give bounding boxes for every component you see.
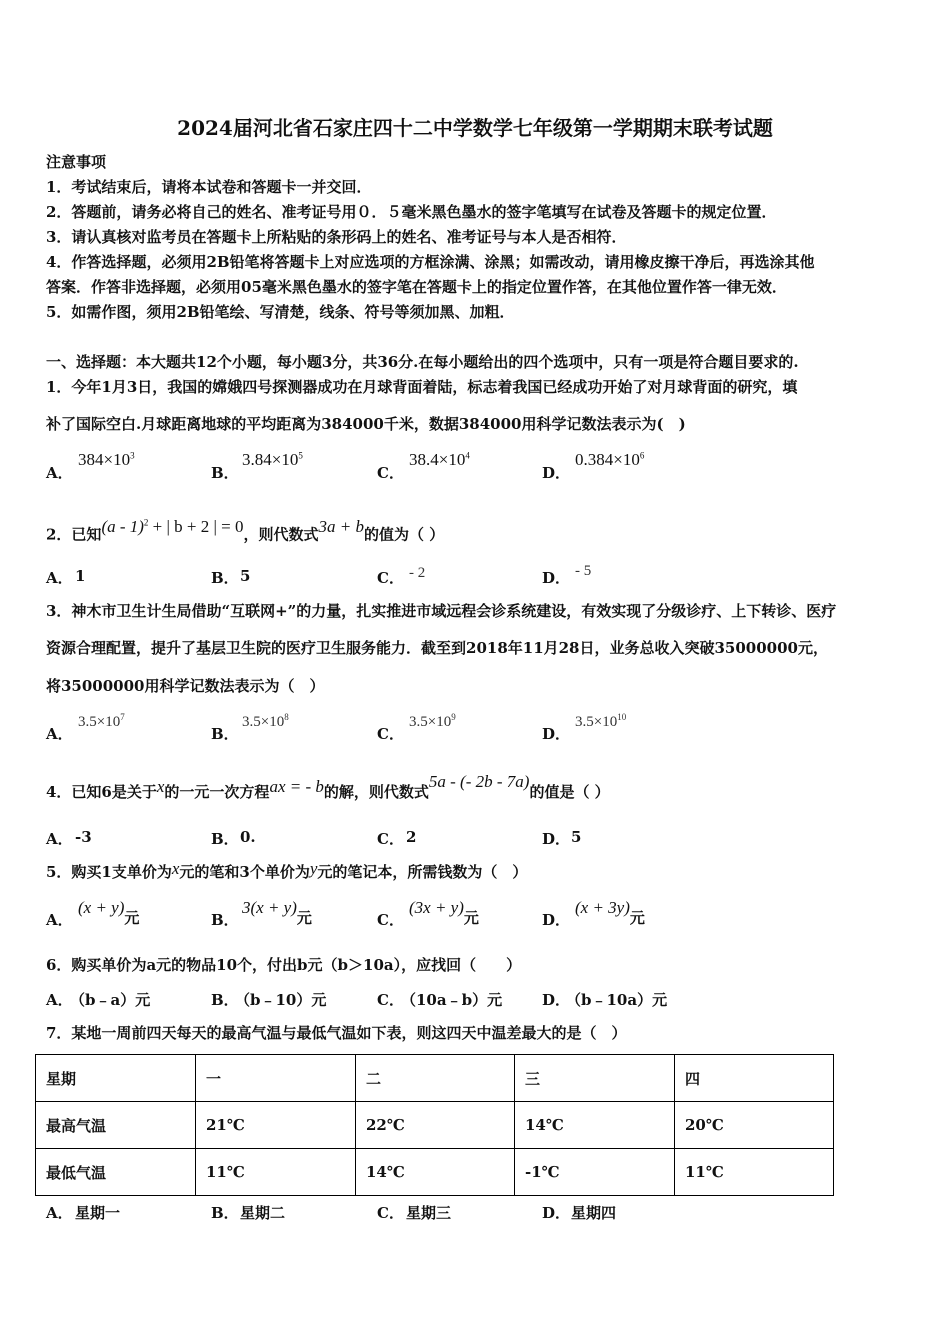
q7-label-b: B． [211, 1204, 239, 1222]
q1-line-2: 补了国际空白.月球距离地球的平均距离为384000千米，数据384000用科学记数法表示为( ) [46, 415, 686, 433]
q2-label-b: B． [211, 569, 239, 587]
q6-label-b: B． [211, 991, 239, 1009]
q6-option-d[interactable]: （b﹣10a）元 [566, 991, 668, 1009]
table-cell: 11℃ [196, 1149, 356, 1196]
q5-option-b[interactable]: 3(x + y)元 [242, 898, 312, 927]
q5-label-a: A． [46, 911, 73, 929]
q2-option-a[interactable]: 1 [75, 567, 86, 585]
q4-label-d: D． [542, 830, 571, 848]
q3-line-2: 资源合理配置，提升了基层卫生院的医疗卫生服务能力．截至到2018年11月28日，业务总收入突破35000000元， [46, 639, 828, 657]
q7-label-a: A． [46, 1204, 73, 1222]
table-cell: 三 [515, 1055, 675, 1102]
q3-label-c: C． [377, 725, 404, 743]
q6-stem: 6．购买单价为a元的物品10个，付出b元（b＞10a），应找回（ ） [46, 956, 522, 974]
q5-label-c: C． [377, 911, 404, 929]
table-cell: 14℃ [356, 1149, 515, 1196]
table-cell: -1℃ [515, 1149, 675, 1196]
q3-line-3: 将35000000用科学记数法表示为（ ） [46, 677, 325, 695]
q4-label-c: C． [377, 830, 404, 848]
q7-option-a[interactable]: 星期一 [75, 1204, 121, 1222]
q3-label-b: B． [211, 725, 239, 743]
q4-option-c[interactable]: 2 [406, 828, 417, 846]
q4-option-b[interactable]: 0. [240, 828, 256, 846]
q4-stem: 4．已知6是关于x的一元一次方程ax = - b的解，则代数式5a - (- 2b - 7a)的值是（ ） [46, 772, 610, 801]
q2-label-d: D． [542, 569, 571, 587]
q3-option-a[interactable]: $3.5\times 10^7$ [78, 712, 125, 730]
q5-stem: 5．购买1支单价为x元的笔和3个单价为y元的笔记本，所需钱数为（ ） [46, 859, 528, 881]
table-cell: 14℃ [515, 1102, 675, 1149]
section-heading: 一、选择题：本大题共12个小题，每小题3分，共36分.在每小题给出的四个选项中，只有一项是符合题目要求的. [46, 353, 799, 371]
q5-option-d[interactable]: (x + 3y)元 [575, 898, 645, 927]
table-cell: 11℃ [675, 1149, 834, 1196]
q5-option-a[interactable]: (x + y)元 [78, 898, 140, 927]
table-row [36, 1149, 834, 1196]
table-row [36, 1102, 834, 1149]
q1-label-d: D． [542, 464, 571, 482]
q3-line-1: 3．神木市卫生计生局借助“互联网+”的力量，扎实推进市域远程会诊系统建设，有效实现了分级诊疗、上下转诊、医疗 [46, 602, 837, 620]
q2-option-c[interactable]: - 2 [409, 565, 426, 581]
q7-option-d[interactable]: 星期四 [571, 1204, 617, 1222]
q4-option-a[interactable]: -3 [75, 828, 92, 846]
q7-stem: 7．某地一周前四天每天的最高气温与最低气温如下表，则这四天中温差最大的是（ ） [46, 1024, 627, 1042]
q4-label-a: A． [46, 830, 73, 848]
temperature-table [35, 1054, 834, 1196]
q6-option-a[interactable]: （b﹣a）元 [70, 991, 151, 1009]
table-cell: 一 [196, 1055, 356, 1102]
q2-option-d[interactable]: - 5 [575, 563, 592, 579]
notice-item-4: 4．作答选择题，必须用2B铅笔将答题卡上对应选项的方框涂满、涂黑；如需改动，请用橡皮擦干净后，再选涂其他 [46, 253, 815, 271]
page-title: 2024届河北省石家庄四十二中学数学七年级第一学期期末联考试题 [177, 116, 773, 140]
q1-line-1: 1．今年1月3日，我国的嫦娥四号探测器成功在月球背面着陆，标志着我国已经成功开始了对月球背面的研究，填 [46, 378, 798, 396]
q2-label-a: A． [46, 569, 73, 587]
q1-option-c[interactable]: $38.4\times 10^4$ [409, 450, 470, 469]
q5-option-c[interactable]: (3x + y)元 [409, 898, 479, 927]
notice-item-5: 5．如需作图，须用2B铅笔绘、写清楚，线条、符号等须加黑、加粗． [46, 303, 515, 321]
q3-option-d[interactable]: $3.5\times 10^{10}$ [575, 712, 627, 730]
notice-item-4-cont: 答案．作答非选择题，必须用05毫米黑色墨水的签字笔在答题卡上的指定位置作答，在其他位置作答一律无效． [46, 278, 787, 296]
q2-label-c: C． [377, 569, 404, 587]
table-cell: 最低气温 [36, 1149, 196, 1196]
q3-option-c[interactable]: $3.5\times 10^9$ [409, 712, 456, 730]
q7-option-b[interactable]: 星期二 [240, 1204, 286, 1222]
q6-label-a: A． [46, 991, 73, 1009]
table-row [36, 1055, 834, 1102]
table-cell: 21℃ [196, 1102, 356, 1149]
q7-option-c[interactable]: 星期三 [406, 1204, 452, 1222]
q2-stem: 2．已知(a - 1)$^2$ + | b + 2 | = 0，则代数式3a + b的值为（ ） [46, 516, 445, 544]
q1-option-b[interactable]: $3.84\times 10^5$ [242, 450, 303, 469]
q5-label-d: D． [542, 911, 571, 929]
q7-label-d: D． [542, 1204, 571, 1222]
q3-option-b[interactable]: $3.5\times 10^8$ [242, 712, 289, 730]
q4-option-d[interactable]: 5 [571, 828, 582, 846]
table-cell: 20℃ [675, 1102, 834, 1149]
q2-option-b[interactable]: 5 [240, 567, 251, 585]
q1-label-b: B． [211, 464, 239, 482]
notice-item-2: 2．答题前，请务必将自己的姓名、准考证号用０．５毫米黑色墨水的签字笔填写在试卷及答题卡的规定位置． [46, 203, 777, 221]
q4-label-b: B． [211, 830, 239, 848]
notice-item-3: 3．请认真核对监考员在答题卡上所粘贴的条形码上的姓名、准考证号与本人是否相符． [46, 228, 627, 246]
table-cell: 二 [356, 1055, 515, 1102]
q1-option-d[interactable]: $0.384\times 10^6$ [575, 450, 645, 469]
q6-option-c[interactable]: （10a﹣b）元 [401, 991, 503, 1009]
notice-heading: 注意事项 [46, 153, 107, 171]
q6-label-c: C． [377, 991, 404, 1009]
q3-label-a: A． [46, 725, 73, 743]
q3-label-d: D． [542, 725, 571, 743]
q7-label-c: C． [377, 1204, 404, 1222]
q1-option-a[interactable]: $384\times 10^3$ [78, 450, 135, 469]
table-cell: 最高气温 [36, 1102, 196, 1149]
q6-label-d: D． [542, 991, 571, 1009]
table-cell: 星期 [36, 1055, 196, 1102]
q1-label-a: A． [46, 464, 73, 482]
q6-option-b[interactable]: （b﹣10）元 [235, 991, 327, 1009]
table-cell: 22℃ [356, 1102, 515, 1149]
q5-label-b: B． [211, 911, 239, 929]
q1-label-c: C． [377, 464, 404, 482]
notice-item-1: 1．考试结束后，请将本试卷和答题卡一并交回． [46, 178, 372, 196]
table-cell: 四 [675, 1055, 834, 1102]
